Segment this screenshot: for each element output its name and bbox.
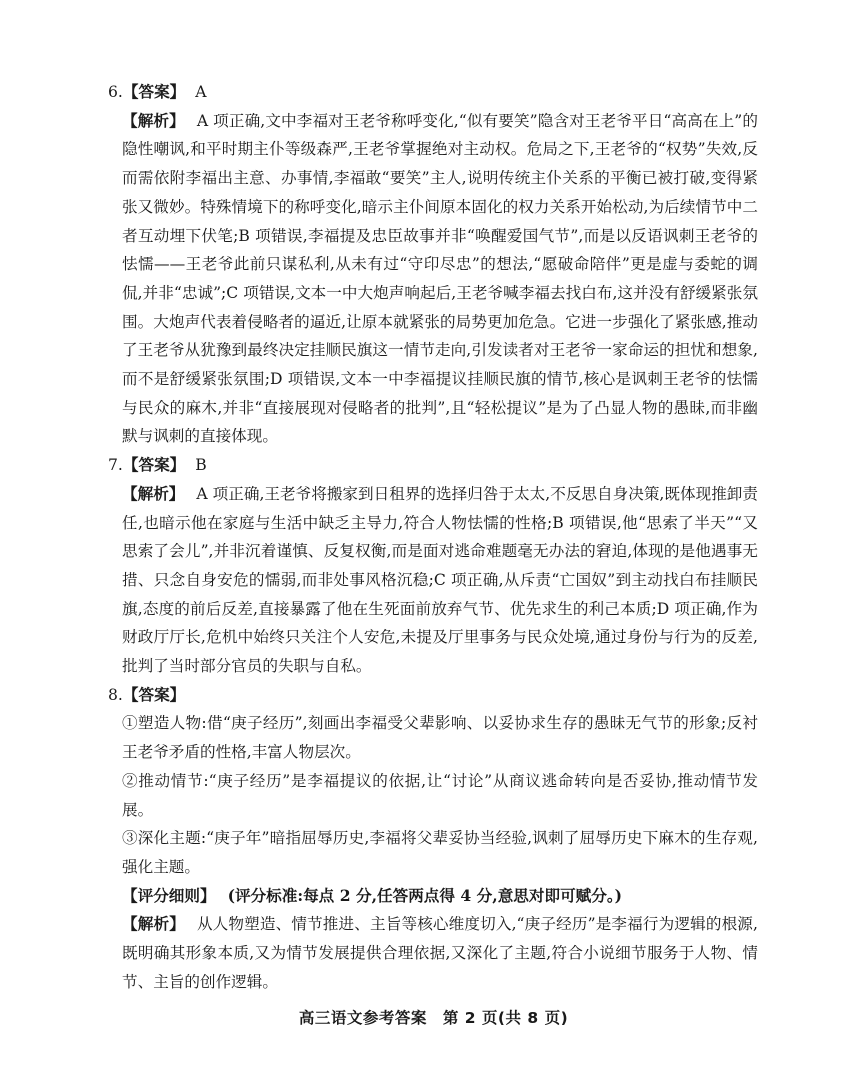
q8-rubric-text: (评分标准:每点 2 分,任答两点得 4 分,意思对即可赋分。) bbox=[227, 885, 623, 905]
footer-title: 高三语文参考答案 bbox=[298, 1009, 427, 1027]
q7-analysis bbox=[108, 480, 758, 681]
q6-answer-label: 【答案】 bbox=[122, 82, 186, 101]
q6-analysis-text: A 项正确,文中李福对王老爷称呼变化,“似有要笑”隐含对王老爷平日“高高在上”的隐性嘲讽,和平时期主仆等级森严,王老爷掌握绝对主动权。危局之下,王老爷的“权势”失效,反而需依附李福出主意、办事情,李福敢“要笑”主人,说明传统主仆关系的平衡已被打破,变得紧张又微妙。特殊情境下的称呼变化,暗示主仆间原本固化的权力关系开始松动,为后续情节中二者互动埋下伏笔;B 项错误,李福提及忠臣故事并非“唤醒爱国气节”,而是以反语讽刺王老爷的怯懦——王老爷此前只谋私利,从未有过“守印尽忠”的想法,“愿破命陪伴”更是虚与委蛇的调侃,并非“忠诚”;C 项错误,文本一中大炮声响起后,王老爷喊李福去找白布,这并没有舒缓紧张氛围。大炮声代表着侵略者的逼近,让原本就紧张的局势更加危急。它进一步强化了紧张感,推动了王老爷从犹豫到最终决定挂顺民旗这一情节走向,引发读者对王老爷一家命运的担忧和想象,而不是舒缓紧张氛围;D 项错误,文本一中李福提议挂顺民旗的情节,核心是讽刺王老爷的怯懦与民众的麻木,并非“直接展现对侵略者的批判”,且“轻松提议”是为了凸显人物的愚昧,而非幽默与讽刺的直接体现。 bbox=[122, 111, 758, 446]
q7-analysis-text: A 项正确,王老爷将搬家到日租界的选择归咎于太太,不反思自身决策,既体现推卸责任,也暗示他在家庭与生活中缺乏主导力,符合人物怯懦的性格;B 项错误,他“思索了半天”“又思索了会儿”,并非沉着谨慎、反复权衡,而是面对逃命难题毫无办法的窘迫,体现的是他遇事无措、只念自身安危的懦弱,而非处事风格沉稳;C 项正确,从斥责“亡国奴”到主动找白布挂顺民旗,态度的前后反差,直接暴露了他在生死面前放弃气节、优先求生的利己本质;D 项正确,作为财政厅厅长,危机中始终只关注个人安危,未提及厅里事务与民众处境,通过身份与行为的反差,批判了当时部分官员的失职与自私。 bbox=[122, 484, 758, 676]
q7-answer-line bbox=[108, 451, 758, 480]
q8-point-3: ③深化主题:“庚子年”暗指屈辱历史,李福将父辈妥协当经验,讽刺了屈辱历史下麻木的生存观,强化主题。 bbox=[122, 829, 758, 876]
q8-answer-line bbox=[108, 681, 758, 710]
q7-answer-label: 【答案】 bbox=[122, 455, 186, 475]
q8-rubric-label: 【评分细则】 bbox=[122, 885, 216, 905]
q8-analysis-label: 【解析】 bbox=[122, 914, 185, 934]
q8-rubric bbox=[108, 882, 758, 911]
q7-analysis-label: 【解析】 bbox=[122, 483, 185, 503]
footer-page-number: 第 2 页(共 8 页) bbox=[442, 1009, 569, 1027]
q8-answer-label: 【答案】 bbox=[122, 684, 186, 704]
q8-point-1: ①塑造人物:借“庚子经历”,刻画出李福受父辈影响、以妥协求生存的愚昧无气节的形象;反衬王老爷矛盾的性格,丰富人物层次。 bbox=[122, 714, 758, 762]
q6-answer-value: A bbox=[195, 83, 207, 101]
q8-analysis-text: 从人物塑造、情节推进、主旨等核心维度切入,“庚子经历”是李福行为逻辑的根源,既明确其形象本质,又为情节发展提供合理依据,又深化了主题,符合小说细节服务于人物、情节、主旨的创作逻辑。 bbox=[122, 915, 758, 991]
q6-analysis-label: 【解析】 bbox=[122, 110, 185, 130]
q7-answer-value: B bbox=[195, 456, 207, 475]
q6-number: 6. bbox=[108, 83, 123, 101]
page-footer bbox=[0, 1006, 867, 1028]
q8-number: 8. bbox=[108, 685, 123, 704]
q7-number: 7. bbox=[108, 456, 123, 475]
q6-answer-line bbox=[108, 78, 758, 107]
q8-point-2: ②推动情节:“庚子经历”是李福提议的依据,让“讨论”从商议逃命转向是否妥协,推动情节发展。 bbox=[122, 771, 758, 819]
q8-analysis bbox=[108, 910, 758, 996]
answer-content bbox=[108, 78, 758, 997]
q6-analysis bbox=[108, 107, 758, 451]
